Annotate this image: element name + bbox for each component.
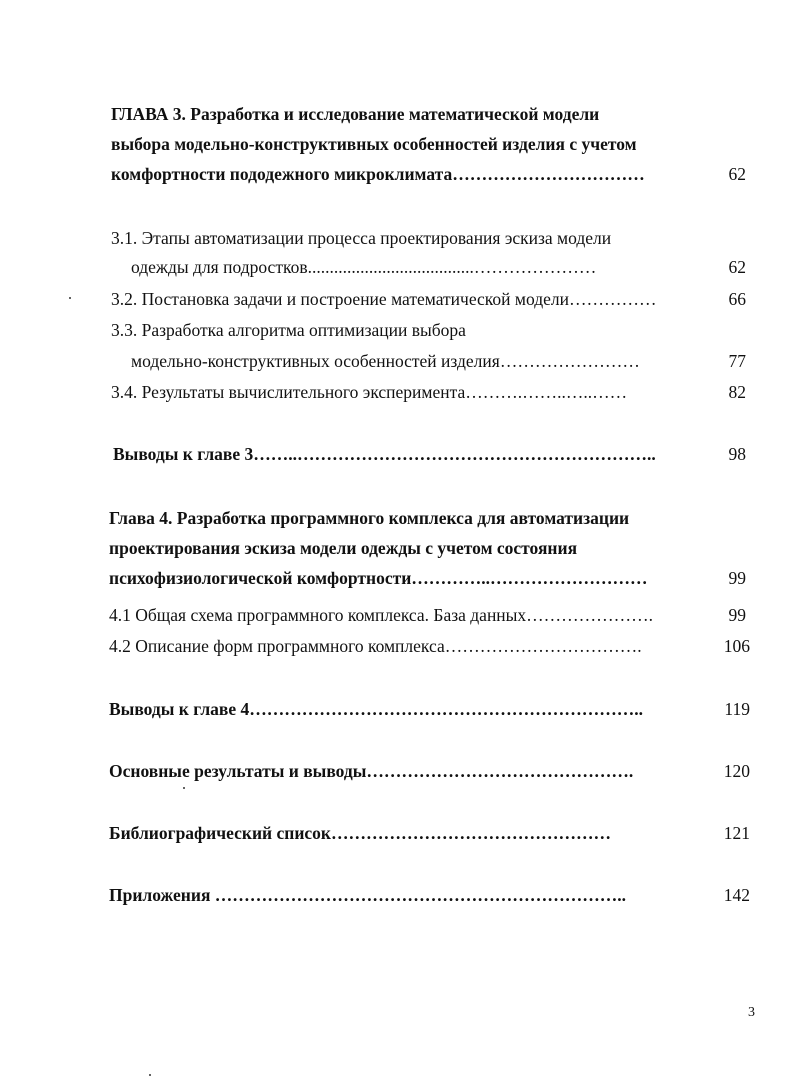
- s42-line: 4.2 Описание форм программного комплекса…………………………….: [109, 636, 642, 656]
- biblio-page-number: 121: [723, 823, 750, 843]
- s32-line: 3.2. Постановка задачи и построение математической модели……………: [111, 289, 657, 309]
- s33-line2: модельно-конструктивных особенностей изделия……………………: [131, 351, 640, 371]
- ch4-heading-line1: Глава 4. Разработка программного комплекса для автоматизации: [109, 508, 630, 528]
- page-number: 3: [748, 1005, 755, 1020]
- s41-page-number: 99: [728, 605, 746, 625]
- s42-page-number: 106: [723, 636, 750, 656]
- concl3-line: Выводы к главе 3……..……………………………………………………..: [113, 444, 656, 464]
- appendix-line: Приложения ……………………………………………………………..: [109, 885, 627, 905]
- s32-page-number: 66: [728, 289, 746, 309]
- ch4-heading-line3: психофизиологической комфортности…………..………………………: [109, 568, 648, 588]
- biblio-line: Библиографический список…………………………………………: [109, 823, 612, 843]
- scan-speck: [183, 787, 185, 789]
- ch3-heading-line3: комфортности пододежного микроклимата……………………………: [111, 164, 645, 184]
- appendix-page-number: 142: [723, 885, 750, 905]
- s31-line1: 3.1. Этапы автоматизации процесса проектирования эскиза модели: [111, 228, 612, 248]
- ch3-heading-line1: ГЛАВА 3. Разработка и исследование математической модели: [111, 104, 600, 124]
- s31-line2: одежды для подростков......................................…………………: [131, 257, 597, 277]
- concl4-line: Выводы к главе 4…………………………………………………………..: [109, 699, 643, 719]
- s33-page-number: 77: [728, 351, 746, 371]
- s34-page-number: 82: [728, 382, 746, 402]
- scan-speck: [149, 1074, 151, 1076]
- concl4-page-number: 119: [724, 699, 750, 719]
- s33-line1: 3.3. Разработка алгоритма оптимизации выбора: [111, 320, 466, 340]
- ch3-page-number: 62: [728, 164, 746, 184]
- results-line: Основные результаты и выводы……………………………………….: [109, 761, 634, 781]
- s34-line: 3.4. Результаты вычислительного эксперимента……….……..…..……: [111, 382, 628, 402]
- scan-speck: [69, 297, 71, 299]
- s41-line: 4.1 Общая схема программного комплекса. База данных………………….: [109, 605, 654, 625]
- ch4-page-number: 99: [728, 568, 746, 588]
- s31-page-number: 62: [728, 257, 746, 277]
- ch4-heading-line2: проектирования эскиза модели одежды с учетом состояния: [109, 538, 578, 558]
- ch3-heading-line2: выбора модельно-конструктивных особенностей изделия с учетом: [111, 134, 637, 154]
- concl3-page-number: 98: [728, 444, 746, 464]
- results-page-number: 120: [723, 761, 750, 781]
